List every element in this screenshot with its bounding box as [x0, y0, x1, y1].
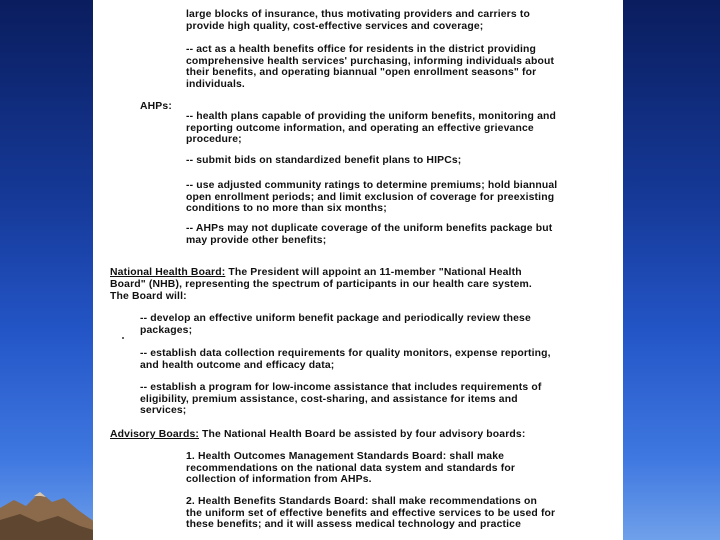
nhb-item-2: -- establish data collection requirements for quality monitors, expense reporting, and health outcome and efficacy data; [140, 348, 551, 371]
nhb-heading: National Health Board: [110, 267, 226, 278]
nhb-item-3: -- establish a program for low-income assistance that includes requirements of eligibility, premium assistance, cost-sharing, and assistance for items and services; [140, 382, 542, 417]
document-page [93, 0, 623, 540]
advisory-heading: Advisory Boards: [110, 429, 200, 440]
intro-paragraph-2: -- act as a health benefits office for residents in the district providing comprehensive health services' purchasing, informing individuals about their benefits, and operating biannual "open enrollment seasons" for individuals. [186, 44, 555, 90]
intro-paragraph-1: large blocks of insurance, thus motivating providers and carriers to provide high quality, cost-effective services and coverage; [186, 9, 530, 32]
nhb-description: Board" (NHB), representing the spectrum of participants in our health care system. The Board will: [110, 279, 532, 302]
advisory-intro-text: The National Health Board be assisted by four advisory boards: [199, 429, 526, 440]
nhb-item-1: -- develop an effective uniform benefit package and periodically review these packages; [140, 313, 531, 336]
ahps-item-3: -- use adjusted community ratings to determine premiums; hold biannual open enrollment periods; and limit exclusion of coverage for preexisting conditions to no more than six months; [186, 180, 558, 215]
stray-dot [122, 337, 124, 339]
advisory-item-2: 2. Health Benefits Standards Board: shall make recommendations on the uniform set of effective benefits and effective services to be used for these benefits; and it will assess medical technology and practice [186, 496, 556, 531]
ahps-item-1: -- health plans capable of providing the uniform benefits, monitoring and reporting outcome information, and operating an effective grievance procedure; [186, 111, 557, 146]
nhb-intro-text: The President will appoint an 11-member "National Health [225, 267, 522, 278]
advisory-item-1: 1. Health Outcomes Management Standards Board: shall make recommendations on the national data system and standards for collection of information from AHPs. [186, 451, 516, 486]
ahps-item-4: -- AHPs may not duplicate coverage of the uniform benefits package but may provide other benefits; [186, 223, 553, 246]
mountain-landscape [0, 470, 100, 540]
ahps-item-2: -- submit bids on standardized benefit plans to HIPCs; [186, 155, 462, 166]
advisory-heading-line [110, 429, 525, 441]
ahps-label: AHPs: [140, 101, 172, 112]
nhb-heading-line [110, 267, 522, 279]
